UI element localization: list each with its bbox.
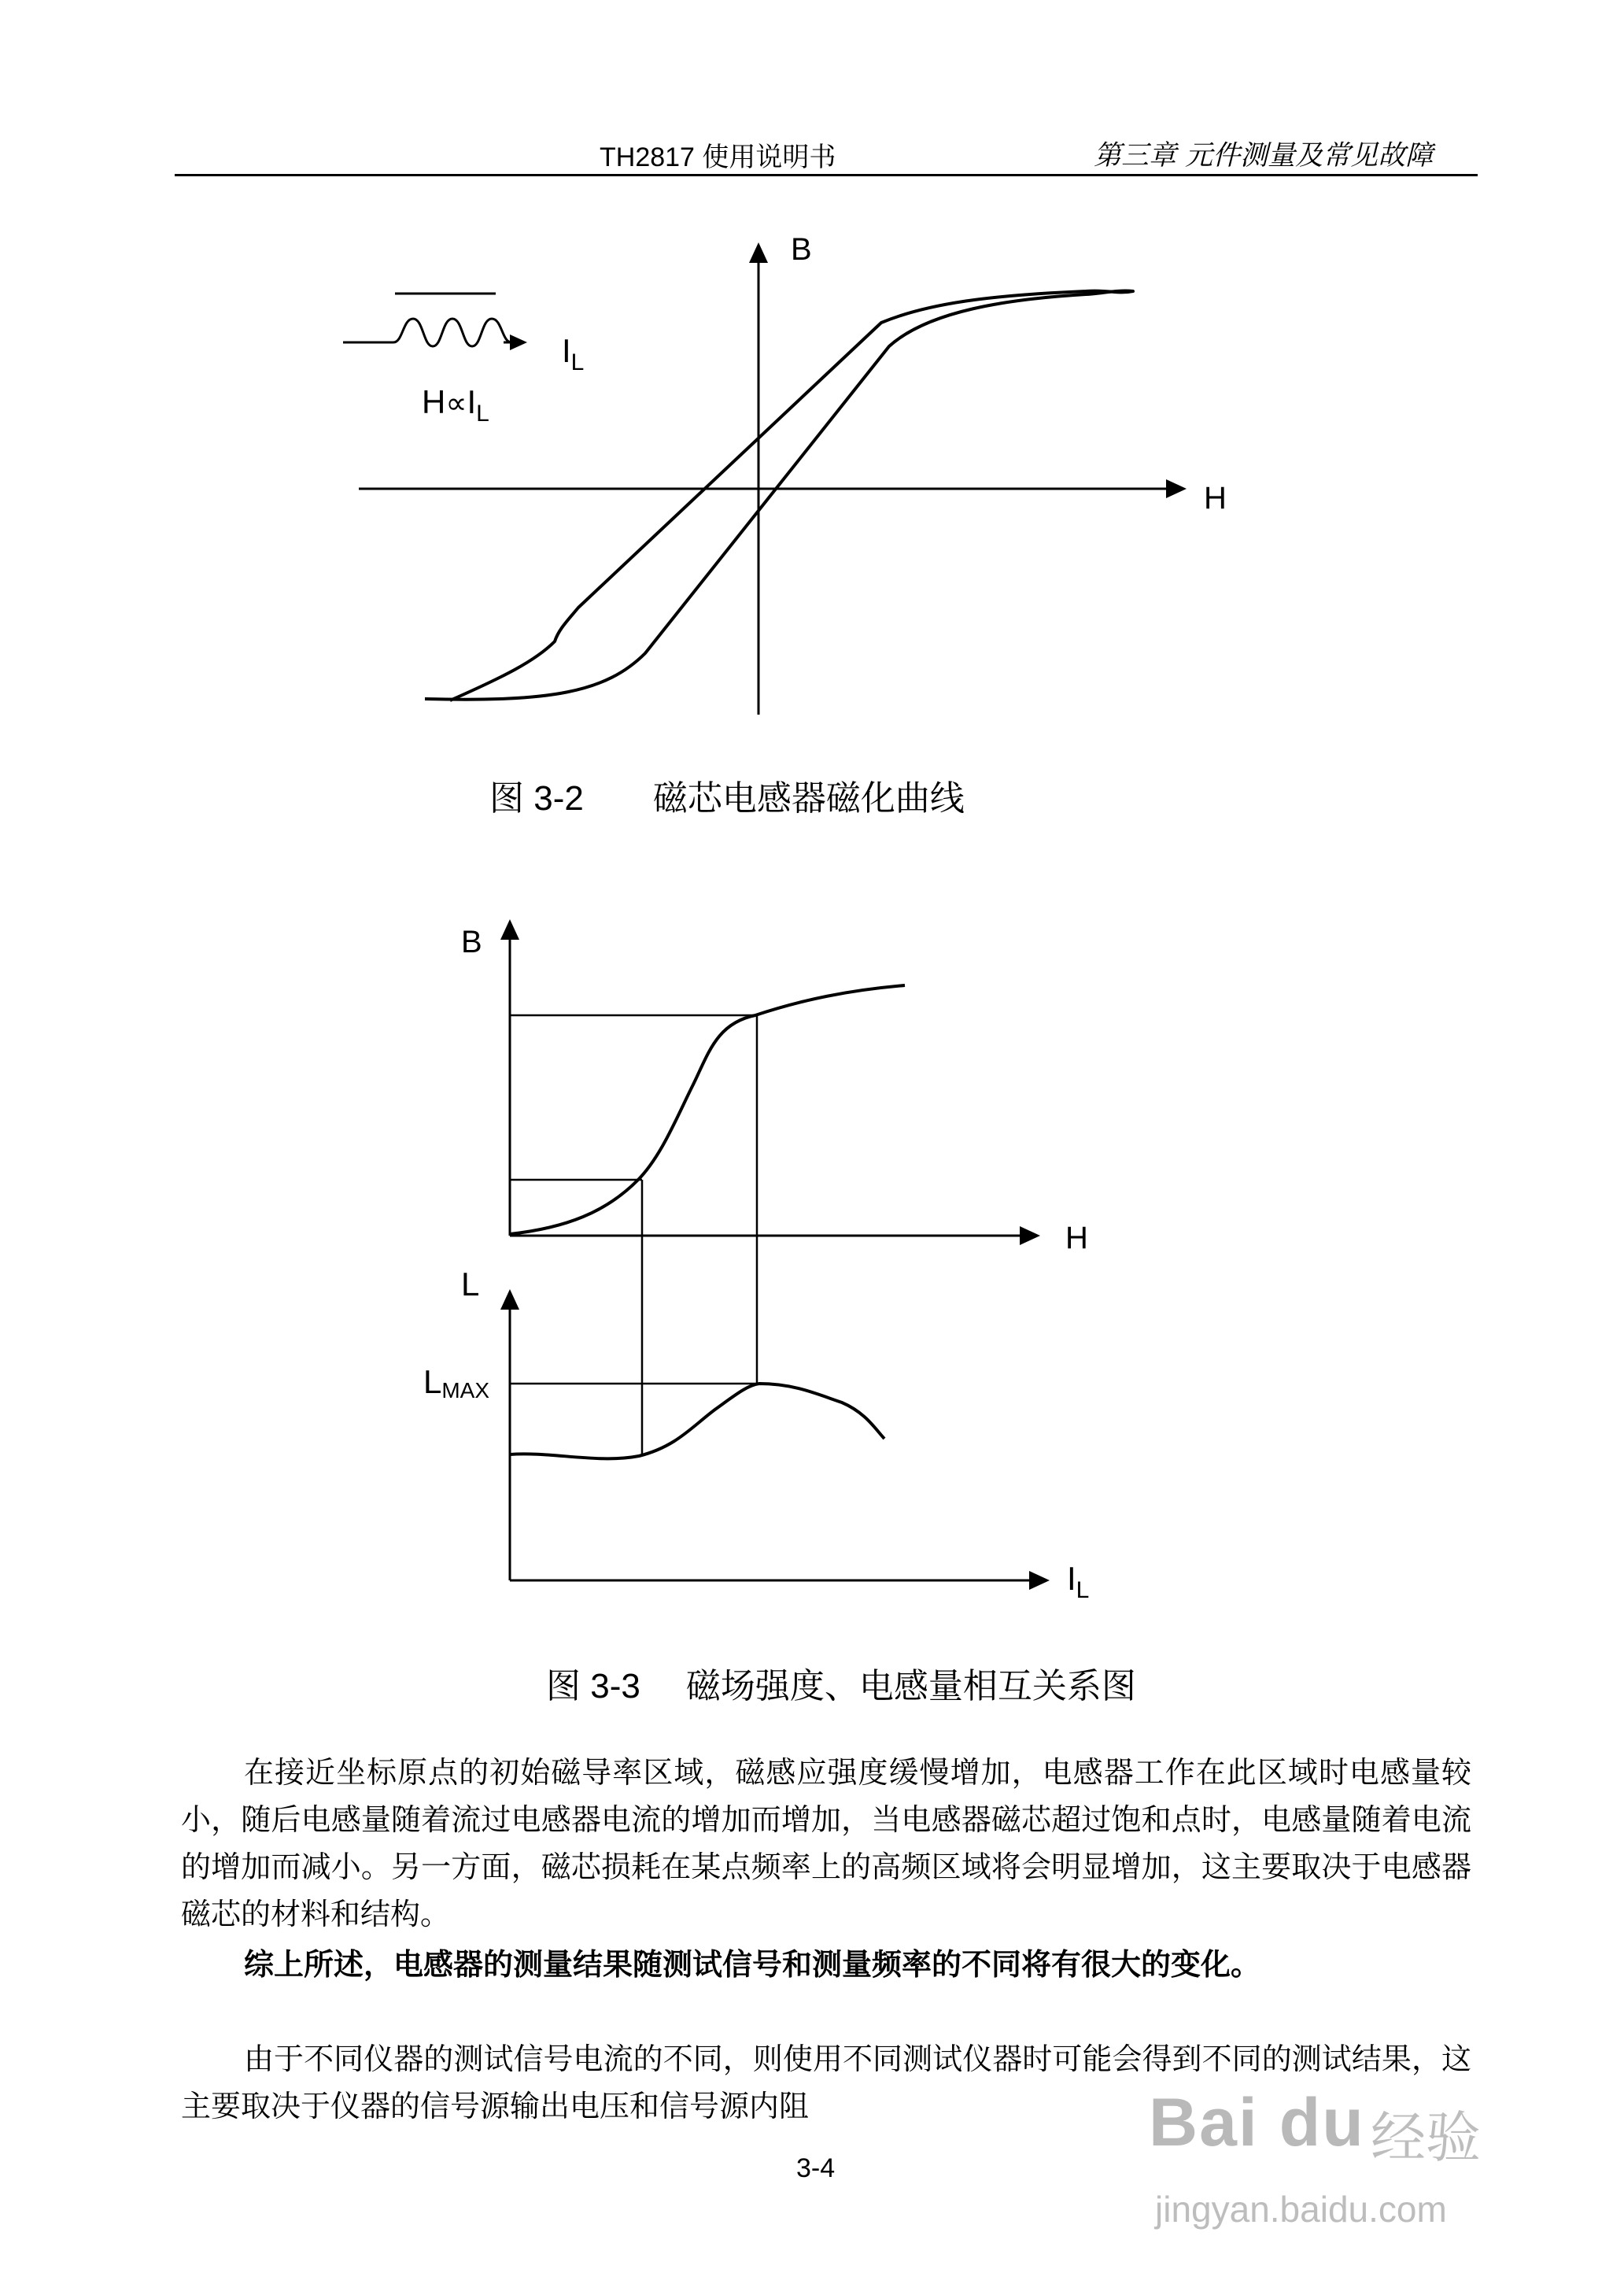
fig1-coil-wave — [343, 319, 511, 346]
fig2-h-label: H — [1065, 1221, 1088, 1255]
paragraph-3: 由于不同仪器的测试信号电流的不同，则使用不同测试仪器时可能会得到不同的测试结果，这主要取决于仪器的信号源输出电压和信号源内阻 — [181, 2042, 1471, 2123]
fig2-il-label: $I_L$ — [1067, 1560, 1090, 1603]
watermark-url: jingyan.baidu.com — [1155, 2189, 1447, 2230]
paragraph-1: 在接近坐标原点的初始磁导率区域，磁感应强度缓慢增加，电感器工作在此区域时电感量较小，随后电感量随着流过电感器电流的增加而增加，当电感器磁芯超过饱和点时，电感量随着电流的增加而减小。另一方面，磁芯损耗在某点频率上的高频区域将会明显增加，这主要取决于电感器磁芯的材料和结构。 — [181, 1755, 1471, 1931]
fig2-l-label: L — [461, 1266, 480, 1303]
fig2-upper-h-arrowhead — [1020, 1226, 1040, 1245]
watermark-tag: 经验 — [1371, 2105, 1481, 2170]
paragraph-2: 综上所述，电感器的测量结果随测试信号和测量频率的不同将有很大的变化。 — [244, 1946, 1261, 1982]
page-number: 3-4 — [796, 2153, 836, 2183]
fig2-upper-b-arrowhead — [500, 919, 519, 940]
body-text-block — [181, 1749, 1471, 2130]
fig1-h-label: H — [1204, 481, 1227, 516]
figure-3-3-caption — [546, 1658, 1136, 1708]
fig1-current-label: $I_L$ — [562, 332, 585, 375]
fig1-current-arrowhead — [510, 334, 527, 350]
fig1-hysteresis-loop — [425, 291, 1133, 700]
figure-3-3-title: 磁场强度、电感量相互关系图 — [685, 1666, 1136, 1706]
fig1-b-label: B — [791, 232, 812, 267]
figure-3-2-caption — [489, 770, 965, 820]
header-chapter-title: 第三章 元件测量及常见故障 — [1094, 140, 1434, 172]
fig1-h-arrowhead — [1166, 479, 1187, 498]
figure-3-2-title: 磁芯电感器磁化曲线 — [652, 778, 965, 819]
fig2-b-label: B — [461, 925, 482, 959]
figure-3-2-number: 图 3-2 — [489, 779, 584, 818]
fig1-relation-label: $H\propto I_L$ — [422, 383, 489, 427]
header-document-title: TH2817 使用说明书 — [600, 142, 836, 172]
fig2-lower-i-arrowhead — [1029, 1571, 1050, 1590]
fig2-bh-curve — [510, 985, 905, 1234]
watermark-brand: Bai du — [1149, 2085, 1365, 2160]
fig2-lower-l-arrowhead — [500, 1289, 519, 1310]
fig1-b-arrowhead — [749, 242, 768, 263]
fig2-lmax-label: LMAX — [423, 1363, 490, 1402]
figure-3-3-number: 图 3-3 — [546, 1667, 640, 1706]
fig2-li-curve — [510, 1384, 884, 1458]
